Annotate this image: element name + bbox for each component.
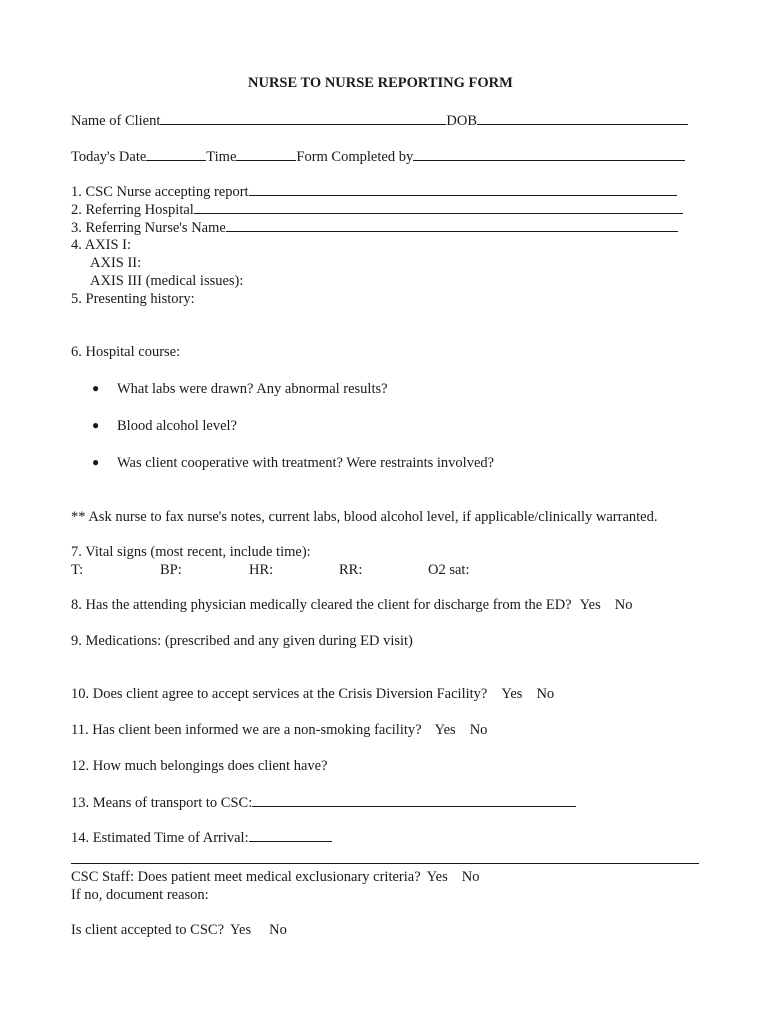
item-13-label: 13. Means of transport to CSC:	[71, 795, 253, 811]
item-2-label: 2. Referring Hospital	[71, 202, 194, 218]
item-4: 4. AXIS I:	[71, 237, 132, 253]
accepted-question	[71, 921, 287, 939]
axis-2: AXIS II:	[90, 255, 142, 271]
bullet-item: Blood alcohol level?	[117, 418, 237, 434]
time-label: Time	[206, 149, 237, 165]
divider-line	[71, 863, 699, 864]
bullet-dot: ●	[92, 418, 100, 432]
vital-t: T:	[71, 562, 84, 578]
item-12: 12. How much belongings does client have?	[71, 758, 328, 774]
item-3	[71, 218, 678, 237]
form-completed-by-field[interactable]	[413, 147, 685, 161]
csc-nurse-field[interactable]	[249, 182, 677, 196]
document-reason: If no, document reason:	[71, 887, 209, 903]
todays-date-field[interactable]	[146, 147, 206, 161]
staff-question-label: CSC Staff: Does patient meet medical exclusionary criteria?	[71, 869, 421, 885]
item-11-label: 11. Has client been informed we are a non-smoking facility?	[71, 722, 422, 738]
item-10	[71, 685, 554, 703]
date-row	[71, 147, 685, 166]
accepted-question-label: Is client accepted to CSC?	[71, 922, 225, 938]
item-5: 5. Presenting history:	[71, 291, 195, 307]
item-2	[71, 200, 683, 219]
todays-date-label: Today's Date	[71, 149, 147, 165]
item-1	[71, 182, 677, 201]
item-7: 7. Vital signs (most recent, include time):	[71, 544, 311, 560]
item-8-label: 8. Has the attending physician medically cleared the client for discharge from the ED?	[71, 597, 572, 613]
staff-question	[71, 868, 479, 886]
axis-3: AXIS III (medical issues):	[90, 273, 244, 289]
vital-bp: BP:	[160, 562, 182, 578]
dob-label: DOB	[446, 113, 478, 129]
no-option[interactable]: No	[469, 722, 488, 738]
no-option[interactable]: No	[614, 597, 633, 613]
no-option[interactable]: No	[269, 922, 287, 938]
bullet-item: What labs were drawn? Any abnormal results?	[117, 381, 388, 397]
item-14-label: 14. Estimated Time of Arrival:	[71, 830, 249, 846]
vital-rr: RR:	[339, 562, 363, 578]
item-8	[71, 596, 632, 614]
item-6: 6. Hospital course:	[71, 344, 181, 360]
item-1-label: 1. CSC Nurse accepting report	[71, 184, 249, 200]
form-completed-by-label: Form Completed by	[296, 149, 414, 165]
name-of-client-label: Name of Client	[71, 113, 161, 129]
yes-option[interactable]: Yes	[434, 722, 456, 738]
item-11	[71, 721, 487, 739]
vital-hr: HR:	[249, 562, 274, 578]
page-title: NURSE TO NURSE REPORTING FORM	[248, 75, 513, 91]
fax-note: ** Ask nurse to fax nurse's notes, current labs, blood alcohol level, if applicable/clinically warranted.	[71, 509, 658, 525]
yes-option[interactable]: Yes	[426, 869, 448, 885]
yes-option[interactable]: Yes	[501, 686, 523, 702]
dob-field[interactable]	[477, 111, 688, 125]
transport-field[interactable]	[252, 793, 576, 807]
time-field[interactable]	[236, 147, 296, 161]
item-14	[71, 828, 332, 847]
bullet-dot: ●	[92, 455, 100, 469]
name-of-client-row	[71, 111, 688, 130]
item-13	[71, 793, 576, 812]
item-10-label: 10. Does client agree to accept services at the Crisis Diversion Facility?	[71, 686, 488, 702]
bullet-item: Was client cooperative with treatment? Were restraints involved?	[117, 455, 495, 471]
no-option[interactable]: No	[461, 869, 480, 885]
referring-hospital-field[interactable]	[194, 200, 683, 214]
no-option[interactable]: No	[536, 686, 555, 702]
arrival-time-field[interactable]	[249, 828, 332, 842]
vital-o2: O2 sat:	[428, 562, 470, 578]
referring-nurse-field[interactable]	[226, 218, 678, 232]
yes-option[interactable]: Yes	[579, 597, 601, 613]
bullet-dot: ●	[92, 381, 100, 395]
item-9: 9. Medications: (prescribed and any given during ED visit)	[71, 633, 413, 649]
item-3-label: 3. Referring Nurse's Name	[71, 220, 226, 236]
yes-option[interactable]: Yes	[230, 922, 252, 938]
name-of-client-field[interactable]	[160, 111, 446, 125]
